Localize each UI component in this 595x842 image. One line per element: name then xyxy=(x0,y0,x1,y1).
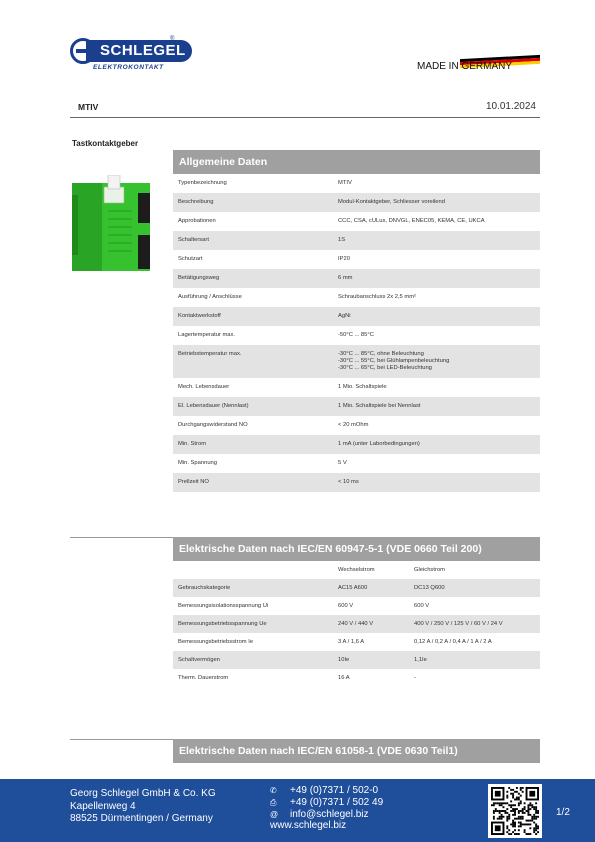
table-row xyxy=(173,615,540,633)
table-row xyxy=(173,378,540,397)
value-line: AgNi xyxy=(338,313,351,319)
section-title: Elektrische Daten nach IEC/EN 60947-5-1 (VDE 0660 Teil 200) xyxy=(173,537,540,561)
row-value xyxy=(333,193,540,212)
value-line: 6 mm xyxy=(338,275,353,281)
value-line: 5 V xyxy=(338,460,347,466)
value-line: -50°C ... 85°C xyxy=(338,332,374,338)
row-value xyxy=(333,250,540,269)
row-label: Schaltvermögen xyxy=(178,657,220,663)
dc-value: 1,1Ie xyxy=(414,657,427,663)
table-row xyxy=(173,288,540,307)
dc-value: 400 V / 250 V / 125 V / 60 V / 24 V xyxy=(414,621,503,627)
row-label: Beschreibung xyxy=(178,199,214,205)
table-row xyxy=(173,416,540,435)
row-label: Approbationen xyxy=(178,218,216,224)
section-title: Allgemeine Daten xyxy=(173,150,540,174)
logo-registered-mark: ® xyxy=(170,36,175,42)
dc-value: - xyxy=(414,675,416,681)
ac-value: 16 A xyxy=(338,675,350,681)
row-value xyxy=(333,288,540,307)
row-label: Bemessungsisolationsspannung Ui xyxy=(178,603,269,609)
table-row xyxy=(173,326,540,345)
row-label: Schaltersart xyxy=(178,237,209,243)
table-row xyxy=(173,212,540,231)
row-label: El. Lebensdauer (Nennlast) xyxy=(178,403,249,409)
ac-value: AC15 A600 xyxy=(338,585,368,591)
value-line: 1 mA (unter Laborbedingungen) xyxy=(338,441,420,447)
logo-brand: SCHLEGEL xyxy=(86,40,192,62)
page-header xyxy=(0,0,595,90)
logo-subtitle: ELEKTROKONTAKT xyxy=(93,64,164,71)
row-label: Min. Strom xyxy=(178,441,207,447)
row-label: Betriebstemperatur max. xyxy=(178,351,242,357)
phone-icon: ✆ xyxy=(270,786,277,795)
email-link[interactable]: info@schlegel.biz xyxy=(290,808,369,820)
value-line: CCC, CSA, cULus, DNVGL, ENEC05, KEMA, CE, UKCA xyxy=(338,218,485,224)
ac-value: 3 A / 1,6 A xyxy=(338,639,365,645)
ac-value: 10Ie xyxy=(338,657,350,663)
value-line: 1 Mio. Schaltspiele bei Nennlast xyxy=(338,403,421,409)
column-dc: Gleichstrom xyxy=(414,567,445,573)
row-value xyxy=(333,454,540,473)
phone-number[interactable]: +49 (0)7371 / 502-0 xyxy=(290,785,379,796)
company-street: Kapellenweg 4 xyxy=(70,800,136,812)
row-value xyxy=(333,269,540,288)
value-line: -30°C ... 55°C, bei Glühlampenbeleuchtung xyxy=(338,358,450,364)
table-row xyxy=(173,435,540,454)
value-line: -30°C ... 65°C, bei LED-Beleuchtung xyxy=(338,365,432,371)
dc-value: 0,12 A / 0,2 A / 0,4 A / 1 A / 2 A xyxy=(414,639,492,645)
table-row xyxy=(173,250,540,269)
general-data-table xyxy=(173,174,540,492)
table-row xyxy=(173,669,540,687)
qr-code[interactable] xyxy=(488,784,542,838)
row-value xyxy=(333,378,540,397)
row-label: Prellzeit NO xyxy=(178,479,209,485)
value-line: -30°C ... 85°C, ohne Beleuchtung xyxy=(338,351,424,357)
column-ac: Wechselstrom xyxy=(338,567,375,573)
row-label: Durchgangswiderstand NO xyxy=(178,422,248,428)
electrical-data-section-2 xyxy=(173,739,540,763)
printer-icon: ⎙ xyxy=(270,797,277,807)
value-line: 1S xyxy=(338,237,346,243)
section-title: Elektrische Daten nach IEC/EN 61058-1 (VDE 0630 Teil1) xyxy=(173,739,540,763)
row-value xyxy=(333,174,540,193)
product-category: Tastkontaktgeber xyxy=(72,139,139,148)
electrical-data-table xyxy=(173,579,540,687)
value-line: < 10 ms xyxy=(338,479,359,485)
website-link[interactable]: www.schlegel.biz xyxy=(270,820,347,832)
value-line: 1 Mio. Schaltspiele xyxy=(338,384,387,390)
dc-value: DC13 Q600 xyxy=(414,585,445,591)
row-label: Kontaktwerkstoff xyxy=(178,313,221,319)
table-row xyxy=(173,307,540,326)
row-value xyxy=(333,212,540,231)
row-label: Min. Spannung xyxy=(178,460,217,466)
company-contact xyxy=(270,785,383,832)
value-line: IP20 xyxy=(338,256,350,262)
document-id-row xyxy=(70,98,540,118)
fax-number: +49 (0)7371 / 502 49 xyxy=(290,796,384,808)
table-row xyxy=(173,174,540,193)
table-row xyxy=(173,597,540,615)
table-row xyxy=(173,633,540,651)
value-line: Schraubanschluss 2x 2,5 mm² xyxy=(338,294,416,300)
dc-value: 600 V xyxy=(414,603,430,609)
row-value xyxy=(333,435,540,454)
table-row xyxy=(173,269,540,288)
product-image xyxy=(68,175,154,280)
electrical-data-section xyxy=(173,537,540,687)
row-label: Bemessungsbetriebsspannung Ue xyxy=(178,621,267,627)
page-number: 1/2 xyxy=(556,807,570,818)
row-label: Schutzart xyxy=(178,256,203,262)
value-line: MTIV xyxy=(338,180,352,186)
ac-value: 240 V / 440 V xyxy=(338,621,374,627)
at-icon: @ xyxy=(270,809,279,819)
table-row xyxy=(173,473,540,492)
row-value xyxy=(333,345,540,378)
table-row xyxy=(173,397,540,416)
row-label: Therm. Dauerstrom xyxy=(178,675,229,681)
company-city: 88525 Dürmentingen / Germany xyxy=(70,813,213,824)
made-in-germany: MADE IN GERMANY xyxy=(417,61,513,72)
row-value xyxy=(333,326,540,345)
table-row xyxy=(173,454,540,473)
table-row xyxy=(173,231,540,250)
row-value xyxy=(333,231,540,250)
row-label: Mech. Lebensdauer xyxy=(178,384,230,390)
row-label: Ausführung / Anschlüsse xyxy=(178,294,242,300)
product-code: MTIV xyxy=(78,102,99,112)
value-line: < 20 mOhm xyxy=(338,422,369,428)
row-label: Betätigungsweg xyxy=(178,275,220,281)
table-row xyxy=(173,651,540,669)
row-value xyxy=(333,307,540,326)
value-line: Modul-Kontaktgeber, Schliesser voreilend xyxy=(338,199,445,205)
row-label: Lagertemperatur max. xyxy=(178,332,236,338)
ac-value: 600 V xyxy=(338,603,354,609)
table-row xyxy=(173,345,540,378)
table-row xyxy=(173,193,540,212)
row-value xyxy=(333,416,540,435)
row-label: Typenbezeichnung xyxy=(178,180,227,186)
row-label: Bemessungsbetriebsstrom Ie xyxy=(178,639,254,645)
schlegel-logo xyxy=(70,36,186,72)
row-label: Gebrauchskategorie xyxy=(178,585,231,591)
page-footer xyxy=(0,779,595,842)
company-name: Georg Schlegel GmbH & Co. KG xyxy=(70,788,216,799)
general-data-section xyxy=(173,150,540,492)
row-value xyxy=(333,473,540,492)
document-date: 10.01.2024 xyxy=(485,101,536,112)
column-header-row xyxy=(173,561,540,579)
table-row xyxy=(173,579,540,597)
company-address xyxy=(70,788,216,826)
row-value xyxy=(333,397,540,416)
